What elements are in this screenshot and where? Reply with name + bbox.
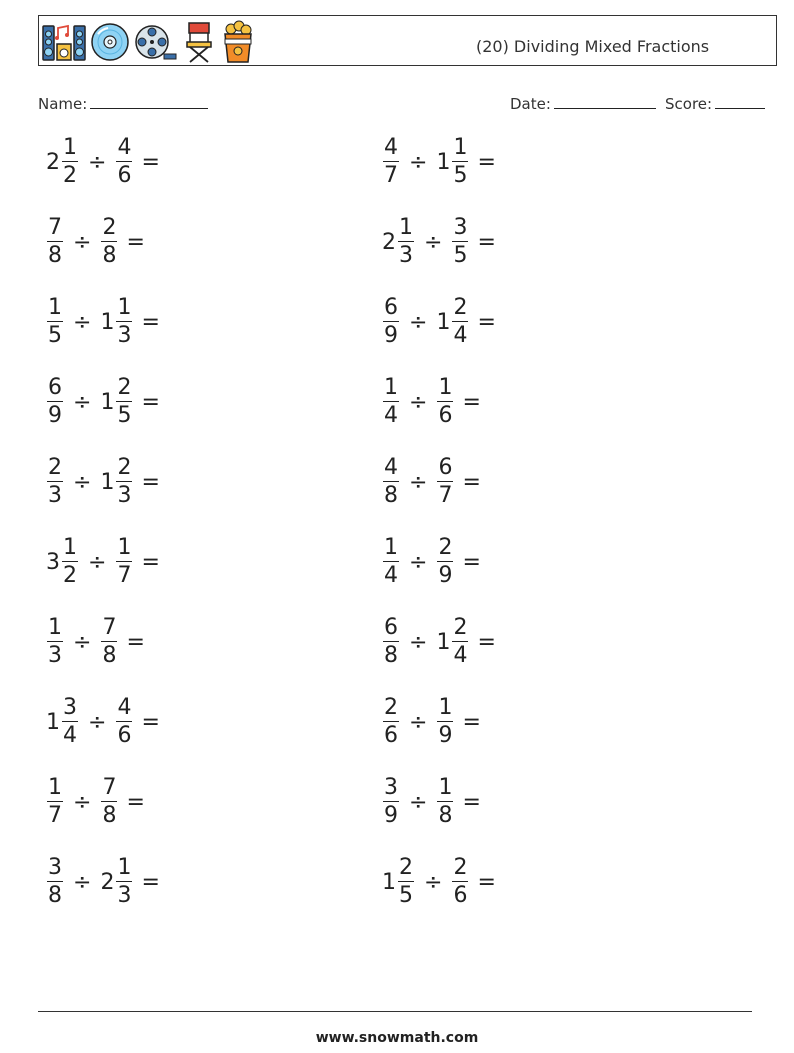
equals-sign: = [462, 389, 481, 415]
numerator: 2 [384, 695, 398, 720]
equals-sign: = [141, 389, 160, 415]
problem-item [46, 612, 145, 672]
problem-item [382, 532, 481, 592]
divide-sign: ÷ [409, 709, 428, 735]
denominator: 3 [399, 243, 413, 268]
numerator: 2 [48, 455, 62, 480]
fraction [398, 217, 414, 267]
numerator: 2 [117, 455, 132, 480]
fraction [47, 377, 63, 427]
divide-sign: ÷ [73, 869, 92, 895]
equals-sign: = [462, 549, 481, 575]
fraction [116, 697, 132, 747]
numerator: 4 [384, 455, 398, 480]
denominator: 9 [384, 323, 398, 348]
denominator: 8 [384, 643, 398, 668]
numerator: 4 [117, 695, 132, 720]
fraction [383, 377, 399, 427]
denominator: 8 [102, 243, 117, 268]
whole-number: 1 [100, 469, 115, 495]
numerator: 2 [117, 375, 132, 400]
fraction [383, 697, 399, 747]
denominator: 5 [453, 243, 468, 268]
problem-item [46, 132, 160, 192]
problem-item [46, 852, 160, 912]
score-field[interactable] [665, 93, 765, 113]
fraction [398, 857, 414, 907]
fraction [116, 377, 132, 427]
numerator: 1 [399, 215, 413, 240]
equals-sign: = [141, 709, 160, 735]
denominator: 8 [48, 883, 62, 908]
divide-sign: ÷ [88, 149, 107, 175]
name-blank[interactable] [90, 93, 208, 109]
whole-number: 1 [436, 309, 451, 335]
denominator: 8 [48, 243, 62, 268]
whole-number: 1 [100, 389, 115, 415]
equals-sign: = [477, 869, 496, 895]
fraction [47, 217, 63, 267]
equals-sign: = [141, 149, 160, 175]
numerator: 6 [384, 615, 398, 640]
divide-sign: ÷ [409, 789, 428, 815]
fraction [116, 137, 132, 187]
fraction [62, 137, 78, 187]
numerator: 4 [117, 135, 132, 160]
whole-number: 2 [382, 229, 396, 255]
denominator: 3 [117, 883, 132, 908]
denominator: 9 [48, 403, 62, 428]
footer-url: www.snowmath.com [315, 1030, 479, 1046]
fraction [437, 777, 453, 827]
denominator: 9 [438, 723, 453, 748]
score-label: Score: [665, 95, 713, 113]
problem-item [382, 612, 496, 672]
numerator: 1 [438, 695, 453, 720]
numerator: 6 [438, 455, 453, 480]
equals-sign: = [126, 629, 145, 655]
fraction [101, 217, 117, 267]
whole-number: 2 [46, 149, 60, 175]
divide-sign: ÷ [88, 549, 107, 575]
numerator: 2 [399, 855, 413, 880]
fraction [47, 297, 63, 347]
fraction [452, 217, 468, 267]
whole-number: 1 [382, 869, 396, 895]
numerator: 2 [453, 615, 468, 640]
numerator: 1 [48, 295, 62, 320]
problem-item [46, 452, 160, 512]
director-chair-icon [182, 20, 216, 64]
equals-sign: = [126, 789, 145, 815]
numerator: 3 [453, 215, 468, 240]
numerator: 3 [63, 695, 77, 720]
denominator: 9 [384, 803, 398, 828]
denominator: 9 [438, 563, 453, 588]
fraction [437, 377, 453, 427]
divide-sign: ÷ [73, 469, 92, 495]
divide-sign: ÷ [409, 309, 428, 335]
problem-item [46, 772, 145, 832]
divide-sign: ÷ [409, 389, 428, 415]
equals-sign: = [477, 149, 496, 175]
divide-sign: ÷ [73, 789, 92, 815]
fraction [62, 697, 78, 747]
denominator: 3 [117, 323, 132, 348]
whole-number: 1 [436, 629, 451, 655]
divide-sign: ÷ [73, 309, 92, 335]
problem-item [382, 212, 496, 272]
numerator: 1 [438, 775, 453, 800]
denominator: 4 [384, 403, 398, 428]
denominator: 6 [384, 723, 398, 748]
fraction [116, 857, 132, 907]
numerator: 2 [453, 295, 468, 320]
denominator: 4 [63, 723, 77, 748]
numerator: 2 [438, 535, 453, 560]
fraction [383, 537, 399, 587]
fraction [47, 777, 63, 827]
numerator: 7 [48, 215, 62, 240]
fraction [437, 697, 453, 747]
numerator: 3 [48, 855, 62, 880]
whole-number: 2 [100, 869, 115, 895]
divide-sign: ÷ [409, 629, 428, 655]
score-blank[interactable] [715, 93, 765, 109]
numerator: 1 [438, 375, 453, 400]
fraction [62, 537, 78, 587]
numerator: 4 [384, 135, 398, 160]
whole-number: 3 [46, 549, 60, 575]
problem-item [46, 372, 160, 432]
denominator: 7 [48, 803, 62, 828]
denominator: 6 [453, 883, 468, 908]
fraction [383, 457, 399, 507]
fraction [452, 137, 468, 187]
problem-item [46, 292, 160, 352]
equals-sign: = [126, 229, 145, 255]
fraction [47, 617, 63, 667]
numerator: 1 [48, 615, 62, 640]
divide-sign: ÷ [409, 549, 428, 575]
denominator: 4 [453, 643, 468, 668]
denominator: 3 [48, 643, 62, 668]
equals-sign: = [462, 709, 481, 735]
equals-sign: = [141, 869, 160, 895]
numerator: 1 [48, 775, 62, 800]
problem-item [382, 132, 496, 192]
date-label: Date: [510, 95, 551, 113]
denominator: 3 [117, 483, 132, 508]
fraction [116, 297, 132, 347]
cd-disc-icon [90, 22, 130, 62]
denominator: 2 [63, 563, 77, 588]
fraction [383, 617, 399, 667]
whole-number: 1 [100, 309, 115, 335]
fraction [383, 137, 399, 187]
divide-sign: ÷ [73, 629, 92, 655]
film-reel-icon [134, 22, 178, 62]
divide-sign: ÷ [409, 469, 428, 495]
denominator: 4 [384, 563, 398, 588]
popcorn-icon [220, 20, 256, 64]
date-field[interactable] [510, 93, 656, 113]
denominator: 5 [453, 163, 468, 188]
name-label: Name: [38, 95, 88, 113]
numerator: 7 [102, 775, 117, 800]
denominator: 7 [438, 483, 453, 508]
fraction [452, 617, 468, 667]
divide-sign: ÷ [88, 709, 107, 735]
numerator: 2 [102, 215, 117, 240]
denominator: 7 [384, 163, 398, 188]
fraction [452, 297, 468, 347]
denominator: 2 [63, 163, 77, 188]
divide-sign: ÷ [409, 149, 428, 175]
problem-item [46, 532, 160, 592]
denominator: 6 [117, 723, 132, 748]
equals-sign: = [477, 229, 496, 255]
denominator: 8 [102, 803, 117, 828]
denominator: 8 [384, 483, 398, 508]
numerator: 6 [48, 375, 62, 400]
fraction [47, 457, 63, 507]
fraction [101, 777, 117, 827]
numerator: 1 [63, 535, 77, 560]
whole-number: 1 [46, 709, 60, 735]
worksheet-header [38, 15, 777, 66]
numerator: 1 [117, 535, 132, 560]
equals-sign: = [477, 629, 496, 655]
numerator: 1 [117, 855, 132, 880]
denominator: 5 [117, 403, 132, 428]
numerator: 1 [63, 135, 77, 160]
denominator: 3 [48, 483, 62, 508]
numerator: 7 [102, 615, 117, 640]
problem-item [382, 372, 481, 432]
fraction [101, 617, 117, 667]
problem-item [382, 852, 496, 912]
worksheet-title: (20) Dividing Mixed Fractions [476, 37, 710, 56]
speakers-icon [42, 22, 86, 62]
denominator: 6 [438, 403, 453, 428]
equals-sign: = [141, 309, 160, 335]
denominator: 8 [102, 643, 117, 668]
fraction [437, 457, 453, 507]
header-icons [42, 20, 256, 64]
problem-item [382, 452, 481, 512]
fraction [437, 537, 453, 587]
problem-item [382, 692, 481, 752]
fraction [383, 297, 399, 347]
fraction [116, 457, 132, 507]
problem-item [382, 292, 496, 352]
fraction [383, 777, 399, 827]
denominator: 7 [117, 563, 132, 588]
fraction [116, 537, 132, 587]
denominator: 5 [399, 883, 413, 908]
divide-sign: ÷ [73, 229, 92, 255]
denominator: 4 [453, 323, 468, 348]
fraction [452, 857, 468, 907]
date-blank[interactable] [554, 93, 656, 109]
name-field[interactable] [38, 93, 208, 113]
numerator: 1 [453, 135, 468, 160]
equals-sign: = [141, 549, 160, 575]
footer-divider [38, 1011, 752, 1012]
equals-sign: = [462, 789, 481, 815]
divide-sign: ÷ [73, 389, 92, 415]
numerator: 1 [117, 295, 132, 320]
equals-sign: = [141, 469, 160, 495]
equals-sign: = [462, 469, 481, 495]
numerator: 6 [384, 295, 398, 320]
numerator: 1 [384, 375, 398, 400]
numerator: 3 [384, 775, 398, 800]
numerator: 1 [384, 535, 398, 560]
whole-number: 1 [436, 149, 451, 175]
problem-item [382, 772, 481, 832]
divide-sign: ÷ [424, 869, 443, 895]
numerator: 2 [453, 855, 468, 880]
equals-sign: = [477, 309, 496, 335]
denominator: 8 [438, 803, 453, 828]
fraction [47, 857, 63, 907]
denominator: 5 [48, 323, 62, 348]
divide-sign: ÷ [424, 229, 443, 255]
denominator: 6 [117, 163, 132, 188]
problem-item [46, 692, 160, 752]
problem-item [46, 212, 145, 272]
